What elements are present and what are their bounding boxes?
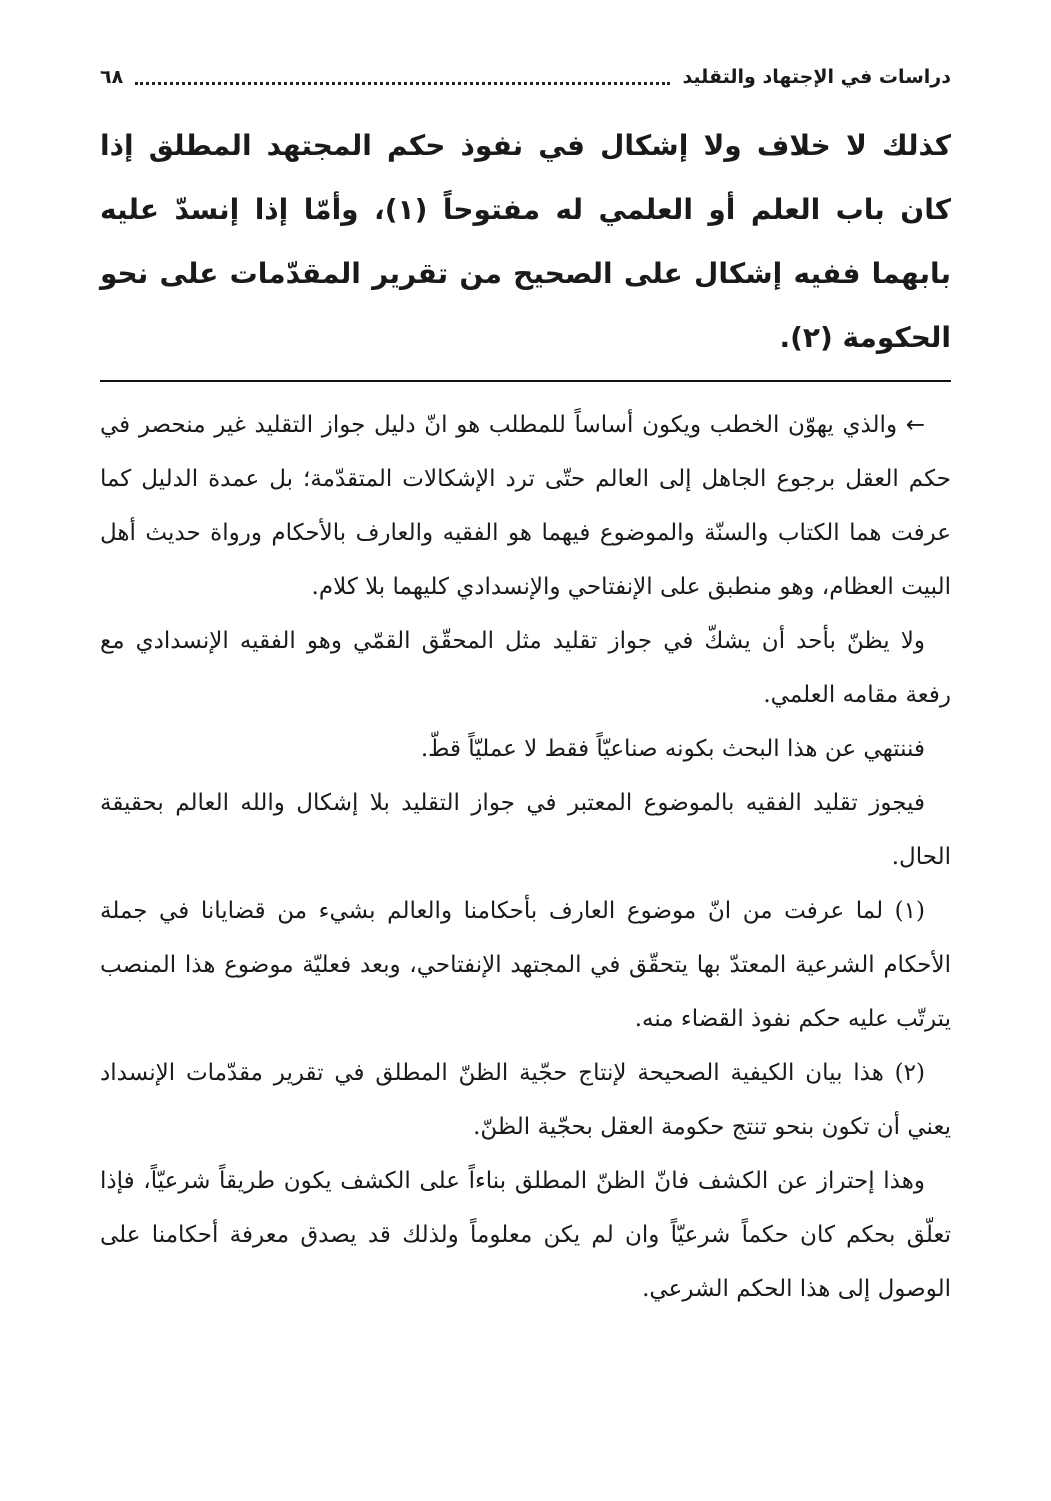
page-number: ٦٨: [100, 66, 124, 88]
footnote-separator: [100, 380, 951, 382]
footnote-2: (٢) هذا بيان الكيفية الصحيحة لإنتاج حجّية الظنّ المطلق في تقرير مقدّمات الإنسداد يعني أن تكون بنحو تنتج حكومة العقل بحجّية الظنّ.: [100, 1060, 951, 1140]
footnote-paragraph: فيجوز تقليد الفقيه بالموضوع المعتبر في جواز التقليد بلا إشكال والله العالم بحقيقة الحال.: [100, 790, 951, 870]
continuation-arrow-icon: ←: [905, 412, 925, 438]
header-dot-leader: [135, 70, 670, 85]
footnote-paragraph: ← والذي يهوّن الخطب ويكون أساساً للمطلب هو انّ دليل جواز التقليد غير منحصر في حكم العقل برجوع الجاهل إلى العالم حتّى ترد الإشكالات المتقدّمة؛ بل عمدة الدليل كما عرفت هما الكتاب والسنّة والموضوع فيهما هو الفقيه والعارف بالأحكام ورواة حديث أهل البيت العظام، وهو منطبق على الإنفتاحي والإنسدادي كليهما بلا كلام.: [100, 412, 951, 600]
running-header: [100, 60, 951, 94]
page: [100, 60, 951, 1316]
running-title: دراسات في الإجتهاد والتقليد: [682, 66, 951, 88]
footnote-paragraph: ولا يظنّ بأحد أن يشكّ في جواز تقليد مثل المحقّق القمّي وهو الفقيه الإنسدادي مع رفعة مقامه العلمي.: [100, 628, 951, 708]
footnotes: [100, 398, 951, 1316]
footnote-paragraph: وهذا إحتراز عن الكشف فانّ الظنّ المطلق بناءاً على الكشف يكون طريقاً شرعيّاً، فإذا تعلّق بحكم كان حكماً شرعيّاً وان لم يكن معلوماً ولذلك قد يصدق معرفة أحكامنا على الوصول إلى هذا الحكم الشرعي.: [100, 1168, 951, 1302]
main-text: كذلك لا خلاف ولا إشكال في نفوذ حكم المجتهد المطلق إذا كان باب العلم أو العلمي له مفتوحاً (١)، وأمّا إذا إنسدّ عليه بابهما ففيه إشكال على الصحيح من تقرير المقدّمات على نحو الحكومة (٢).: [100, 129, 951, 354]
footnote-paragraph: فننتهي عن هذا البحث بكونه صناعيّاً فقط لا عمليّاً قطّ.: [420, 736, 925, 762]
footnote-1: (١) لما عرفت من انّ موضوع العارف بأحكامنا والعالم بشيء من قضايانا في جملة الأحكام الشرعية المعتدّ بها يتحقّق في المجتهد الإنفتاحي، وبعد فعليّة موضوع هذا المنصب يترتّب عليه حكم نفوذ القضاء منه.: [100, 898, 951, 1032]
